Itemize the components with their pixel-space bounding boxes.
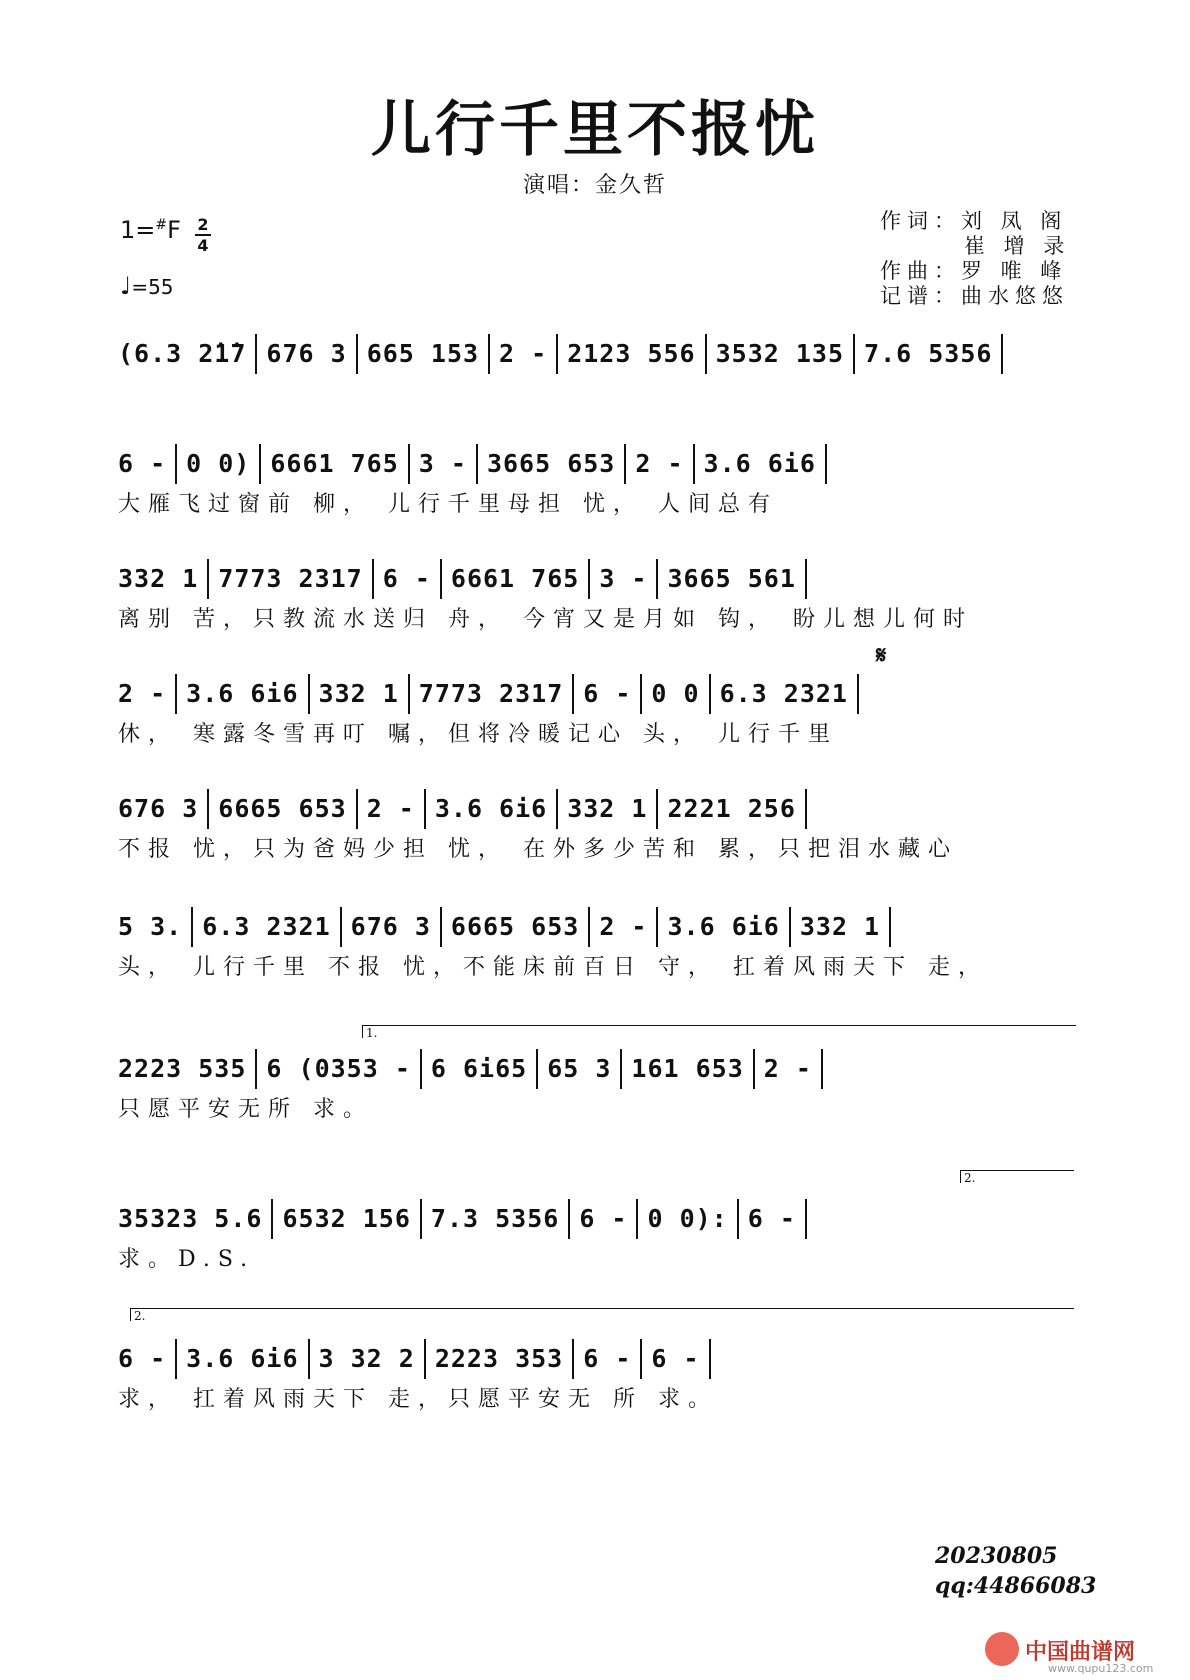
- score-system: [118, 1335, 1071, 1417]
- notation-row: [118, 1045, 1071, 1093]
- measure: 332 1: [558, 789, 658, 829]
- measure: 3.6 6i6: [426, 789, 558, 829]
- measure: 6 -: [574, 674, 642, 714]
- measure: 5 3.: [118, 907, 193, 947]
- volta-bracket-2b: [130, 1308, 1074, 1321]
- transcriber-credit: 记谱：曲水悠悠: [880, 284, 1069, 308]
- time-bottom: 4: [197, 236, 209, 255]
- volta-bracket-2a: [960, 1170, 1074, 1183]
- lyrics-line: 离别 苦，只教流水送归 舟， 今宵又是月如 钩， 盼儿想儿何时: [118, 607, 973, 632]
- notation-row: [118, 330, 1071, 378]
- measure: 7.3 5356: [422, 1199, 570, 1239]
- lyrics-line: 求， 扛着风雨天下 走，只愿平安无 所 求。: [118, 1387, 718, 1412]
- volta-1-label: 1.: [366, 1026, 378, 1040]
- notation-row: [118, 785, 1071, 833]
- measure: (6.3 2̇1̇7: [118, 334, 257, 374]
- qq-text: qq:44866083: [935, 1573, 1097, 1599]
- measure: 6 -: [739, 1199, 807, 1239]
- lyrics-line: 求。D.S.: [118, 1247, 256, 1272]
- measure: 3 -: [590, 559, 658, 599]
- measure: 3 32 2: [310, 1339, 426, 1379]
- score-system: [118, 555, 1071, 637]
- notation-row: [118, 440, 1071, 488]
- lyricist-credit: 作词：刘 凤 阁: [880, 209, 1068, 233]
- measure: 2223 535: [118, 1049, 257, 1089]
- measure: 2221 256: [658, 789, 806, 829]
- measure: 6 -: [570, 1199, 638, 1239]
- measure: 0 0): [177, 444, 261, 484]
- segno-icon: 𝄋: [876, 640, 887, 669]
- measure: 3532 135: [707, 334, 855, 374]
- volta-bracket-1: [362, 1025, 1076, 1038]
- score-system: [118, 1045, 1071, 1127]
- lyrics-line: 大雁飞过窗前 柳， 儿行千里母担 忧， 人间总有: [118, 492, 778, 517]
- tempo-marking: [120, 272, 174, 300]
- measure: 3665 561: [658, 559, 806, 599]
- measure: 6.3 2321: [711, 674, 859, 714]
- measure: 6 -: [118, 444, 177, 484]
- measure: 332 1: [310, 674, 410, 714]
- lyrics-line: 不报 忧，只为爸妈少担 忧， 在外多少苦和 累，只把泪水藏心: [118, 837, 958, 862]
- measure: 2123 556: [558, 334, 706, 374]
- measure: 6 -: [118, 1339, 177, 1379]
- score-system: [118, 670, 1071, 752]
- composer-credit: 作曲：罗 唯 峰: [880, 259, 1068, 283]
- measure: 676 3: [118, 789, 209, 829]
- measure: 6665 653: [442, 907, 590, 947]
- measure: 161 653: [622, 1049, 754, 1089]
- score-system: [118, 903, 1071, 985]
- measure: 0 0: [642, 674, 710, 714]
- page-title: 儿行千里不报忧: [371, 95, 819, 165]
- measure: 3.6 6i6: [658, 907, 790, 947]
- watermark-logo-icon: [985, 1632, 1019, 1666]
- score-system: [118, 785, 1071, 867]
- measure: 3665 653: [478, 444, 626, 484]
- measure: 676 3: [342, 907, 442, 947]
- measure: 6661 765: [442, 559, 590, 599]
- measure: 6.3 2321: [193, 907, 341, 947]
- quarter-note-icon: ♩: [120, 272, 132, 300]
- measure: 332 1: [118, 559, 209, 599]
- lyrics-line: 头， 儿行千里 不报 忧，不能床前百日 守， 扛着风雨天下 走，: [118, 955, 988, 980]
- measure: 7773 2317: [410, 674, 574, 714]
- measure: 2 -: [118, 674, 177, 714]
- date-text: 20230805: [935, 1543, 1058, 1569]
- score-system: [118, 440, 1071, 522]
- time-top: 2: [197, 215, 209, 234]
- measure: 3 -: [410, 444, 478, 484]
- measure: 6 -: [642, 1339, 710, 1379]
- notation-row: [118, 1195, 1071, 1243]
- lyrics-line: 只愿平安无所 求。: [118, 1097, 373, 1122]
- score-system: [118, 1195, 1071, 1277]
- volta-2b-label: 2.: [134, 1309, 146, 1323]
- key-note: F: [167, 216, 181, 244]
- measure: 7773 2317: [209, 559, 373, 599]
- measure: 3.6 6i6: [177, 1339, 309, 1379]
- tempo-value: =55: [131, 275, 174, 299]
- measure: 2223 353: [426, 1339, 574, 1379]
- singer-credit: 演唱：金久哲: [522, 173, 667, 198]
- lyrics-line: 休， 寒露冬雪再叮 嘱，但将冷暖记心 头， 儿行千里: [118, 722, 838, 747]
- notation-row: [118, 555, 1071, 603]
- key-prefix: 1=: [120, 216, 156, 244]
- measure: 3.6 6i6: [695, 444, 827, 484]
- measure: 6 -: [374, 559, 442, 599]
- measure: 35323 5.6: [118, 1199, 273, 1239]
- measure: 6661 765: [261, 444, 409, 484]
- time-signature: [195, 216, 211, 254]
- notation-row: [118, 1335, 1071, 1383]
- score-system: [118, 330, 1071, 412]
- measure: 2 -: [626, 444, 694, 484]
- measure: 2 -: [358, 789, 426, 829]
- measure: 332 1: [791, 907, 891, 947]
- measure: 6665 653: [209, 789, 357, 829]
- measure: 676 3: [257, 334, 357, 374]
- lyrics-line: [118, 378, 1071, 412]
- measure: 2 -: [755, 1049, 823, 1089]
- watermark-url: www.qupu123.com: [1048, 1662, 1154, 1675]
- measure: 6532 156: [273, 1199, 421, 1239]
- measure: 7.6 5356: [855, 334, 1003, 374]
- key-signature: [120, 216, 181, 244]
- watermark-text: 中国曲谱网: [1025, 1640, 1136, 1665]
- measure: 3.6 6i6: [177, 674, 309, 714]
- volta-2a-label: 2.: [964, 1171, 976, 1185]
- measure: 65 3: [538, 1049, 622, 1089]
- measure: 0 0):: [638, 1199, 738, 1239]
- notation-row: [118, 670, 1071, 718]
- measure: 2 -: [490, 334, 558, 374]
- measure: 665 153: [358, 334, 490, 374]
- notation-row: [118, 903, 1071, 951]
- key-sharp: #: [155, 217, 168, 233]
- measure: 6 6i65: [422, 1049, 538, 1089]
- measure: 6 -: [574, 1339, 642, 1379]
- measure: 6 (0353 -: [257, 1049, 421, 1089]
- lyricist2-credit: 崔 增 录: [964, 234, 1071, 258]
- measure: 2 -: [590, 907, 658, 947]
